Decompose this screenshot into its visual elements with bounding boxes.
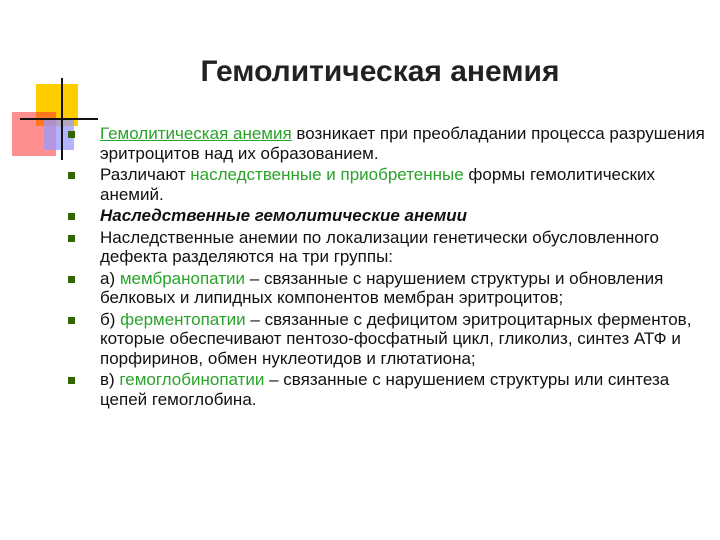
bullet-prefix: Различают bbox=[100, 165, 191, 184]
bullet-term: Гемолитическая анемия bbox=[100, 124, 292, 143]
bullet-prefix: а) bbox=[100, 268, 120, 288]
bullet-prefix: в) bbox=[100, 370, 120, 389]
decor-horizontal-line bbox=[20, 118, 98, 120]
bullet-item bbox=[66, 165, 706, 204]
bullet-item bbox=[66, 124, 706, 163]
bullet-list bbox=[66, 124, 706, 411]
bullet-prefix: б) bbox=[100, 309, 121, 329]
bullet-text: возникает при преобладании процесса разрушения эритроцитов над их образованием. bbox=[100, 124, 705, 163]
bullet-text: – связанные с нарушением структуры и обновления белковых и липидных компонентов мембран эритроцитов; bbox=[100, 268, 664, 307]
bullet-item bbox=[66, 310, 706, 369]
bullet-item bbox=[66, 269, 706, 308]
bullet-item bbox=[66, 228, 706, 267]
bullet-text: – связанные с нарушением структуры или синтеза цепей гемоглобина. bbox=[100, 370, 670, 409]
bullet-term: мембранопатии bbox=[119, 268, 246, 288]
bullet-heading: Наследственные гемолитические анемии bbox=[100, 206, 468, 225]
bullet-term: гемоглобинопатии bbox=[119, 370, 265, 389]
bullet-text: – связанные с дефицитом эритроцитарных ферментов, которые обеспечивают пентозо-фосфатный цикл, гликолиз, синтез АТФ и порфиринов, обмен нуклеотидов и глютатиона; bbox=[100, 309, 692, 368]
bullet-term: наследственные и приобретенные bbox=[190, 165, 464, 184]
slide-title: Гемолитическая анемия bbox=[200, 55, 560, 88]
bullet-item bbox=[66, 370, 706, 409]
bullet-term: ферментопатии bbox=[120, 309, 246, 329]
bullet-text: формы гемолитических анемий. bbox=[100, 165, 655, 204]
bullet-item bbox=[66, 206, 706, 226]
bullet-text: Наследственные анемии по локализации генетически обусловленного дефекта разделяются на три группы: bbox=[100, 227, 659, 266]
